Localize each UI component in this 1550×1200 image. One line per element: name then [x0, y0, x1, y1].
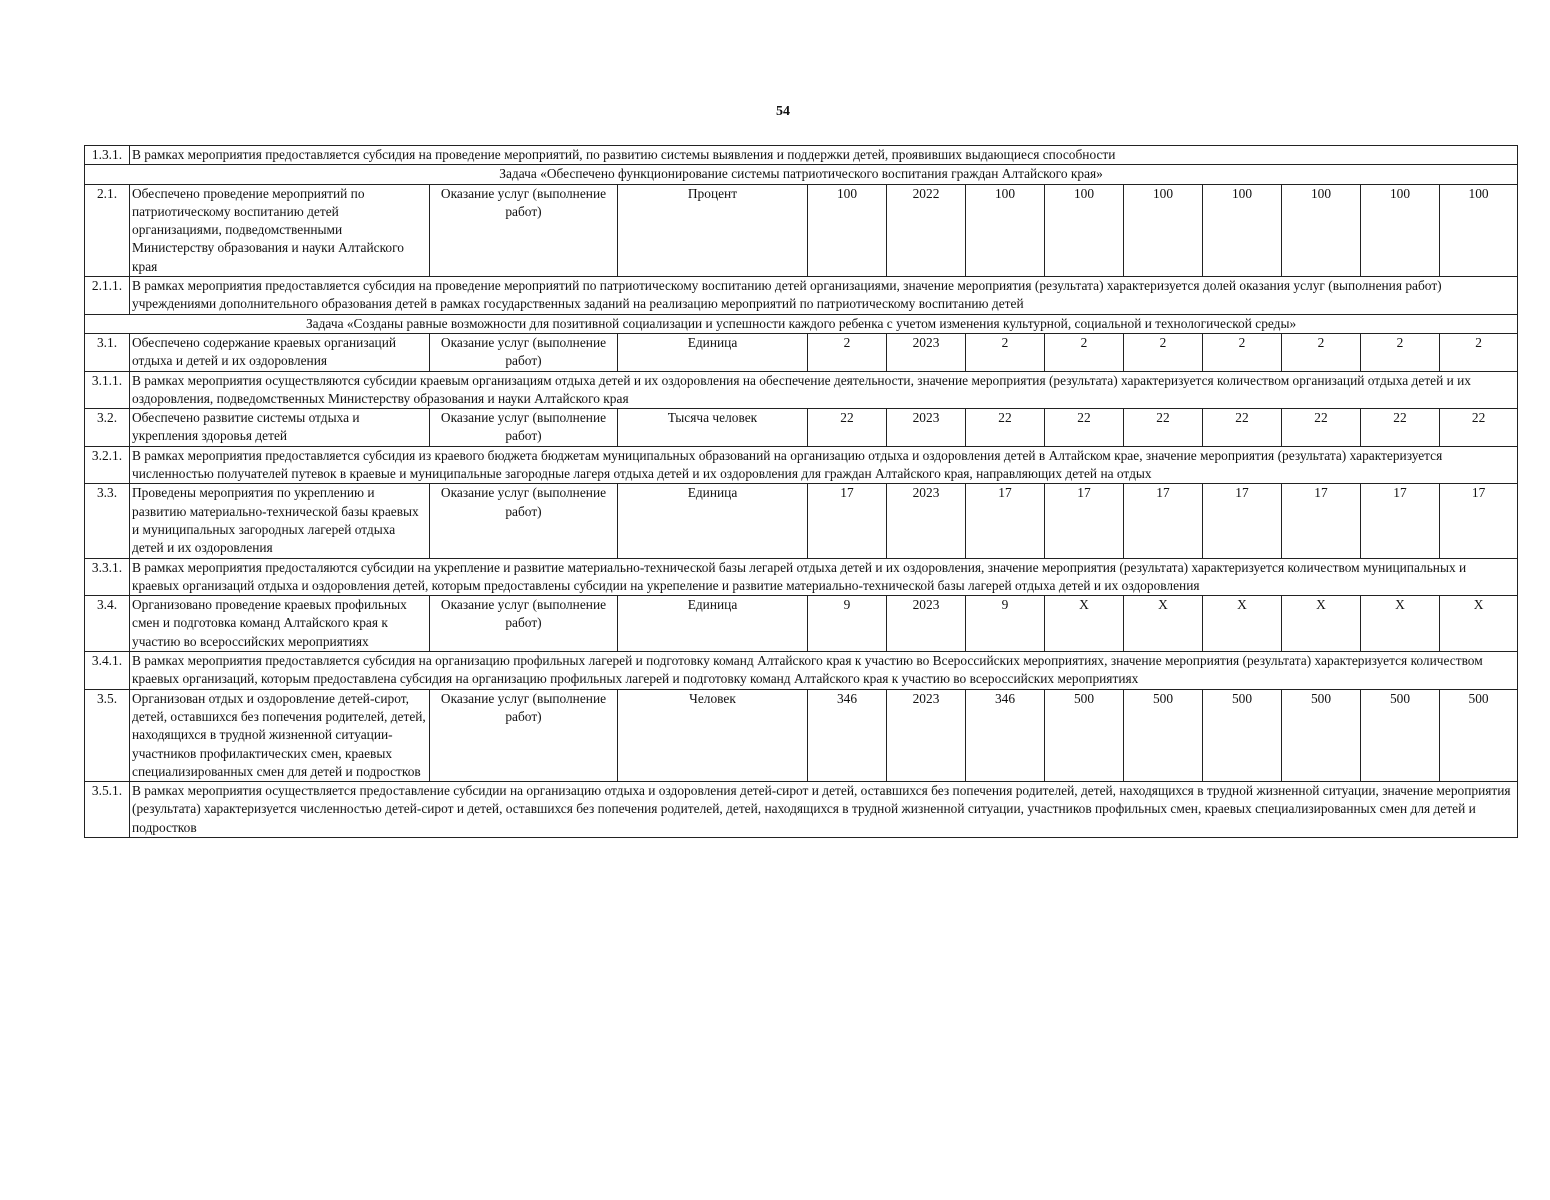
year-value: 2: [1361, 333, 1440, 371]
table-body: [85, 146, 1518, 838]
result-type: Оказание услуг (выполнение работ): [430, 184, 618, 276]
year-value: 2: [1282, 333, 1361, 371]
result-name: Обеспечено развитие системы отдыха и укрепления здоровья детей: [130, 409, 430, 447]
base-value: 100: [808, 184, 887, 276]
year-value: 100: [1361, 184, 1440, 276]
result-name: Организовано проведение краевых профильных смен и подготовка команд Алтайского края к участию во всероссийских мероприятиях: [130, 596, 430, 652]
result-type: Оказание услуг (выполнение работ): [430, 596, 618, 652]
result-type: Оказание услуг (выполнение работ): [430, 409, 618, 447]
unit-of-measure: Единица: [618, 596, 808, 652]
row-number: 3.5.1.: [85, 782, 130, 838]
year-value: 100: [1440, 184, 1518, 276]
base-value: 22: [808, 409, 887, 447]
year-value: 22: [966, 409, 1045, 447]
result-name: Обеспечено проведение мероприятий по патриотическому воспитанию детей организациями, подведомственными Министерству образования и науки Алтайского края: [130, 184, 430, 276]
results-table: [84, 145, 1518, 838]
year-value: 2: [1045, 333, 1124, 371]
result-type: Оказание услуг (выполнение работ): [430, 689, 618, 781]
row-number: 3.4.1.: [85, 652, 130, 690]
note-text: В рамках мероприятия предоставляется субсидия на проведение мероприятий, по развитию системы выявления и поддержки детей, проявивших выдающиеся способности: [130, 146, 1518, 165]
year-value: 22: [1045, 409, 1124, 447]
base-value: 17: [808, 484, 887, 558]
note-row: [85, 446, 1518, 484]
year-value: 2: [1203, 333, 1282, 371]
year-value: 22: [1203, 409, 1282, 447]
task-heading: Задача «Созданы равные возможности для позитивной социализации и успешности каждого ребенка с учетом изменения культурной, социальной и технологической среды»: [85, 314, 1518, 333]
base-year: 2023: [887, 409, 966, 447]
base-value: 9: [808, 596, 887, 652]
unit-of-measure: Человек: [618, 689, 808, 781]
result-type: Оказание услуг (выполнение работ): [430, 484, 618, 558]
year-value: 17: [1282, 484, 1361, 558]
unit-of-measure: Единица: [618, 484, 808, 558]
task-row: [85, 314, 1518, 333]
result-name: Обеспечено содержание краевых организаций отдыха и детей и их оздоровления: [130, 333, 430, 371]
year-value: 22: [1361, 409, 1440, 447]
year-value: X: [1045, 596, 1124, 652]
note-row: [85, 652, 1518, 690]
result-name: Проведены мероприятия по укреплению и развитию материально-технической базы краевых и муниципальных загородных лагерей отдыха детей и их оздоровления: [130, 484, 430, 558]
year-value: 9: [966, 596, 1045, 652]
note-row: [85, 371, 1518, 409]
year-value: 500: [1045, 689, 1124, 781]
base-year: 2023: [887, 689, 966, 781]
task-row: [85, 165, 1518, 184]
year-value: X: [1282, 596, 1361, 652]
data-row: [85, 184, 1518, 276]
row-number: 3.1.: [85, 333, 130, 371]
year-value: 346: [966, 689, 1045, 781]
data-row: [85, 484, 1518, 558]
base-year: 2022: [887, 184, 966, 276]
note-text: В рамках мероприятия осуществляются субсидии краевым организациям отдыха детей и их оздоровления на обеспечение деятельности, значение мероприятия (результата) характеризуется количеством организаций отдыха детей и их оздоровления, подведомственных Министерству образования и науки Алтайского края: [130, 371, 1518, 409]
year-value: 2: [1124, 333, 1203, 371]
note-text: В рамках мероприятия предоставляется субсидия на организацию профильных лагерей и подготовку команд Алтайского края к участию во Всероссийских мероприятиях, значение мероприятия (результата) характеризуется количеством краевых организаций, которым предоставлена субсидия на организацию профильных лагерей и подготовку команд Алтайского края к участию во всероссийских мероприятиях: [130, 652, 1518, 690]
note-text: В рамках мероприятия предоставляется субсидия на проведение мероприятий по патриотическому воспитанию детей организациями, значение мероприятия (результата) характеризуется долей оказания услуг (выполнения работ) учреждениями дополнительного образования детей в рамках государственных заданий на реализацию мероприятий по патриотическому воспитанию детей: [130, 277, 1518, 315]
year-value: 500: [1361, 689, 1440, 781]
year-value: 17: [1045, 484, 1124, 558]
data-row: [85, 333, 1518, 371]
note-text: В рамках мероприятия предоставляется субсидия из краевого бюджета бюджетам муниципальных образований на организацию отдыха и оздоровления детей в Алтайском крае, значение мероприятия (результата) характеризуется численностью получателей путевок в краевые и муниципальные загородные лагеря отдыха детей и их оздоровления для граждан Алтайского края, направляющих детей на отдых: [130, 446, 1518, 484]
note-text: В рамках мероприятия предосталяются субсидии на укрепление и развитие материально-технической базы легарей отдыха детей и их оздоровления, значение мероприятия (результата) характеризуется количеством муниципальных и краевых организаций отдыха и оздоровления детей, которым предоставлены субсидии на укрепеление и развитие материально-технической базы лагерей отдыха детей и их оздоровления: [130, 558, 1518, 596]
year-value: X: [1203, 596, 1282, 652]
row-number: 3.2.: [85, 409, 130, 447]
year-value: X: [1124, 596, 1203, 652]
year-value: 2: [966, 333, 1045, 371]
year-value: 17: [1361, 484, 1440, 558]
page-number: 54: [776, 104, 790, 119]
row-number: 3.4.: [85, 596, 130, 652]
note-row: [85, 277, 1518, 315]
data-row: [85, 596, 1518, 652]
row-number: 3.5.: [85, 689, 130, 781]
year-value: 100: [966, 184, 1045, 276]
note-row: [85, 146, 1518, 165]
year-value: 2: [1440, 333, 1518, 371]
base-year: 2023: [887, 484, 966, 558]
year-value: 100: [1282, 184, 1361, 276]
year-value: 500: [1203, 689, 1282, 781]
data-row: [85, 689, 1518, 781]
year-value: 100: [1203, 184, 1282, 276]
unit-of-measure: Единица: [618, 333, 808, 371]
row-number: 3.3.1.: [85, 558, 130, 596]
year-value: 17: [1203, 484, 1282, 558]
base-value: 346: [808, 689, 887, 781]
data-row: [85, 409, 1518, 447]
year-value: 500: [1282, 689, 1361, 781]
row-number: 2.1.: [85, 184, 130, 276]
year-value: X: [1361, 596, 1440, 652]
row-number: 1.3.1.: [85, 146, 130, 165]
year-value: X: [1440, 596, 1518, 652]
year-value: 22: [1282, 409, 1361, 447]
row-number: 3.1.1.: [85, 371, 130, 409]
year-value: 17: [1124, 484, 1203, 558]
unit-of-measure: Процент: [618, 184, 808, 276]
base-year: 2023: [887, 333, 966, 371]
task-heading: Задача «Обеспечено функционирование системы патриотического воспитания граждан Алтайского края»: [85, 165, 1518, 184]
year-value: 17: [966, 484, 1045, 558]
year-value: 17: [1440, 484, 1518, 558]
base-year: 2023: [887, 596, 966, 652]
row-number: 3.3.: [85, 484, 130, 558]
year-value: 500: [1124, 689, 1203, 781]
year-value: 500: [1440, 689, 1518, 781]
note-row: [85, 782, 1518, 838]
base-value: 2: [808, 333, 887, 371]
row-number: 3.2.1.: [85, 446, 130, 484]
note-text: В рамках мероприятия осуществляется предоставление субсидии на организацию отдыха и оздоровления детей-сирот и детей, оставшихся без попечения родителей, детей, находящихся в трудной жизненной ситуации, значение мероприятия (результата) характеризуется численностью детей-сирот и детей, оставшихся без попечения родителей, детей, находящихся в трудной жизненной ситуации, участников профильных смен, краевых специализированных смен для детей и подростков: [130, 782, 1518, 838]
result-name: Организован отдых и оздоровление детей-сирот, детей, оставшихся без попечения родителей, детей, находящихся в трудной жизненной ситуации-участников профилактических смен, краевых специализированных смен для детей и подростков: [130, 689, 430, 781]
note-row: [85, 558, 1518, 596]
year-value: 22: [1124, 409, 1203, 447]
year-value: 100: [1124, 184, 1203, 276]
year-value: 22: [1440, 409, 1518, 447]
unit-of-measure: Тысяча человек: [618, 409, 808, 447]
year-value: 100: [1045, 184, 1124, 276]
result-type: Оказание услуг (выполнение работ): [430, 333, 618, 371]
row-number: 2.1.1.: [85, 277, 130, 315]
